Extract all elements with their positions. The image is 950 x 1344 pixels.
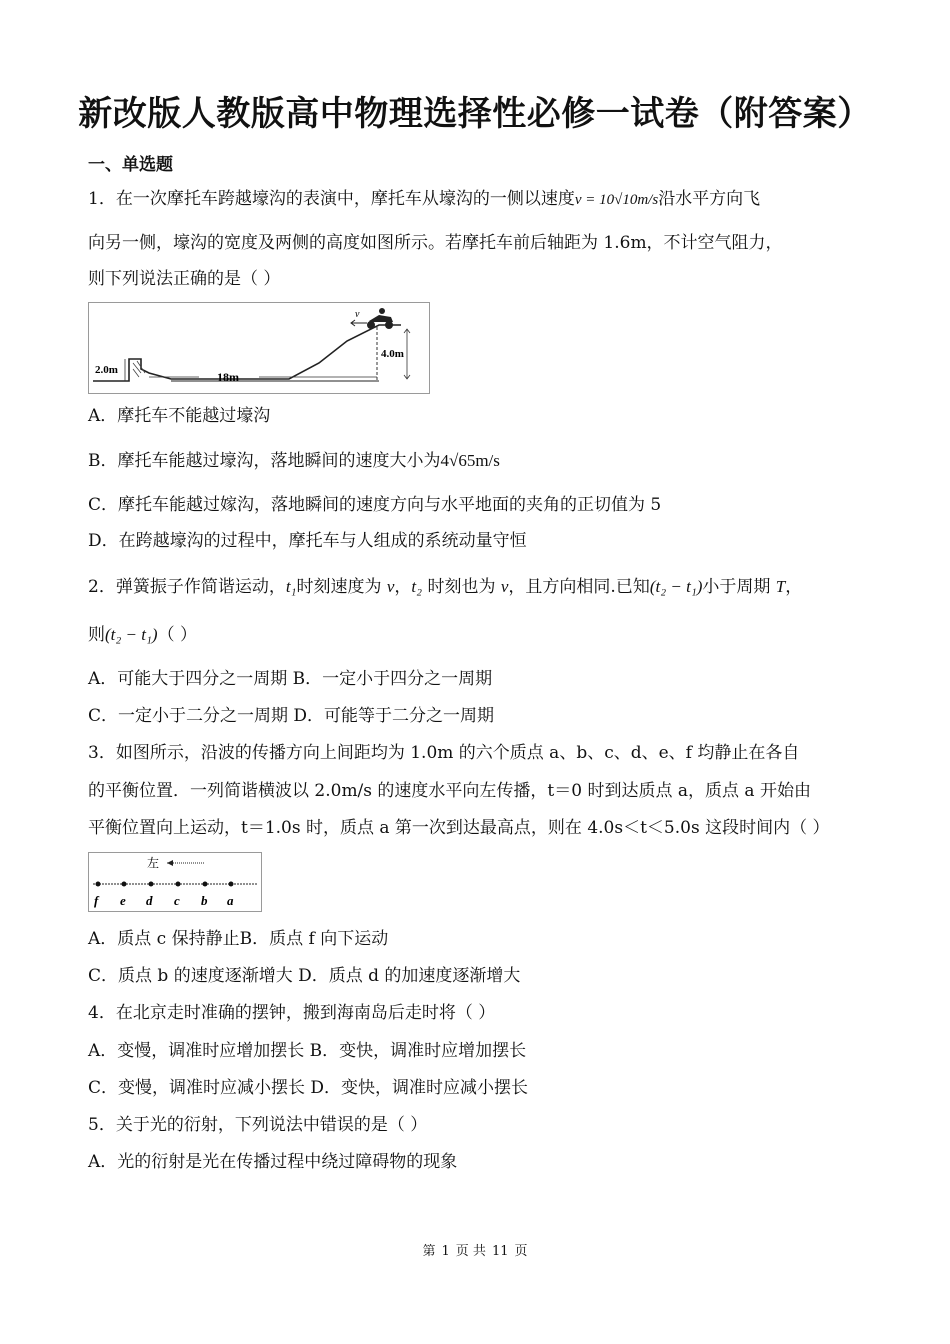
section-heading: 一、单选题 (88, 155, 173, 175)
q4-options-cd: C．变慢，调准时应减小摆长 D．变快，调准时应减小摆长 (88, 1078, 529, 1098)
footer-mid: 页 共 (455, 1244, 486, 1259)
point-label-f: f (94, 893, 99, 908)
q2-text-g: ， (785, 577, 803, 597)
q2-text-a: 2．弹簧振子作简谐运动， (88, 577, 286, 597)
fig-points (96, 882, 234, 887)
q5-line1: 5．关于光的衍射，下列说法中错误的是（ ） (88, 1115, 428, 1135)
page-title: 新改版人教版高中物理选择性必修一试卷（附答案） (78, 94, 872, 134)
point-label-d: d (146, 893, 153, 908)
point-label-b: b (201, 893, 208, 908)
q1-option-c: C．摩托车能越过嫁沟，落地瞬间的速度方向与水平地面的夹角的正切值为 5 (88, 495, 662, 515)
footer-post: 页 (514, 1244, 528, 1259)
q2-diff: (t₂ − t₁) (649, 577, 703, 596)
point-label-e: e (120, 893, 126, 908)
fig-left-height: 2.0m (95, 364, 118, 376)
q2-line1 (88, 576, 802, 598)
q2-T: T (775, 577, 786, 596)
footer-page-number: 1 (441, 1244, 450, 1259)
q3-options-ab: A．质点 c 保持静止B．质点 f 向下运动 (88, 929, 389, 949)
point-a (229, 882, 234, 887)
q2-t2: t₂ (411, 577, 423, 596)
wave-points-diagram (89, 853, 261, 911)
fig-width: 18m (217, 370, 239, 384)
q1-line3: 则下列说法正确的是（ ） (88, 269, 281, 289)
ditch-diagram (89, 303, 429, 393)
q2-text-c: ， (394, 577, 412, 597)
q2-text-e: ，且方向相同.已知 (508, 577, 650, 597)
q4-options-ab: A．变慢，调准时应增加摆长 B．变快，调准时应增加摆长 (88, 1041, 527, 1061)
point-f (96, 882, 101, 887)
q2-line2-b: （ ） (157, 625, 197, 645)
q2-t1: t₁ (285, 577, 297, 596)
page-footer (0, 1240, 950, 1259)
q1-text-a: 1．在一次摩托车跨越壕沟的表演中，摩托车从壕沟的一侧以速度 (88, 189, 575, 209)
q2-line2 (88, 624, 197, 646)
q2-line2-a: 则 (88, 625, 105, 645)
q1-text-b: 沿水平方向飞 (658, 189, 761, 209)
q4-line1: 4．在北京走时准确的摆钟，搬到海南岛后走时将（ ） (88, 1003, 496, 1023)
q1-speed-formula: v = 10√10m/s (574, 192, 659, 208)
q2-text-d: 时刻也为 (422, 577, 501, 597)
fig-right-height: 4.0m (381, 348, 404, 360)
footer-total-pages: 11 (491, 1244, 509, 1259)
point-label-a: a (227, 893, 234, 908)
q1-option-b-value: 4√65m/s (440, 451, 500, 470)
q1-line1 (88, 188, 760, 211)
q2-diff2: (t₂ − t₁) (105, 625, 158, 644)
q2-options-ab: A．可能大于四分之一周期 B．一定小于四分之一周期 (88, 669, 493, 689)
point-b (203, 882, 208, 887)
q3-wave-figure (88, 852, 262, 912)
fig-direction-label: 左 (147, 856, 160, 870)
footer-pre: 第 (422, 1244, 436, 1259)
q2-v2: v (500, 577, 509, 596)
motorbike-icon (367, 308, 393, 329)
q3-line1: 3．如图所示，沿波的传播方向上间距均为 1.0m 的六个质点 a、b、c、d、e、f 均静止在各自 (88, 743, 800, 763)
q1-option-a: A．摩托车不能越过壕沟 (88, 406, 271, 426)
q2-text-f: 小于周期 (702, 577, 776, 597)
point-d (149, 882, 154, 887)
q1-line2: 向另一侧，壕沟的宽度及两侧的高度如图所示。若摩托车前后轴距为 1.6m，不计空气阻力， (88, 233, 783, 253)
q2-v1: v (386, 577, 395, 596)
q1-ditch-figure (88, 302, 430, 394)
q1-option-b-text: B．摩托车能越过壕沟，落地瞬间的速度大小为 (88, 451, 441, 471)
point-label-c: c (174, 893, 180, 908)
q3-options-cd: C．质点 b 的速度逐渐增大 D．质点 d 的加速度逐渐增大 (88, 966, 521, 986)
point-c (176, 882, 181, 887)
q2-options-cd: C．一定小于二分之一周期 D．可能等于二分之一周期 (88, 706, 495, 726)
q1-option-b (88, 450, 500, 472)
fig-v-label: v (355, 309, 360, 320)
q1-option-d: D．在跨越壕沟的过程中，摩托车与人组成的系统动量守恒 (88, 531, 527, 551)
q5-option-a: A．光的衍射是光在传播过程中绕过障碍物的现象 (88, 1152, 458, 1172)
q2-text-b: 时刻速度为 (296, 577, 387, 597)
q3-line2: 的平衡位置．一列简谐横波以 2.0m/s 的速度水平向左传播，t＝0 时到达质点 a，质点 a 开始由 (88, 781, 811, 801)
point-e (122, 882, 127, 887)
q3-line3: 平衡位置向上运动，t＝1.0s 时，质点 a 第一次到达最高点，则在 4.0s＜t＜5.0s 这段时间内（ ） (88, 818, 830, 838)
